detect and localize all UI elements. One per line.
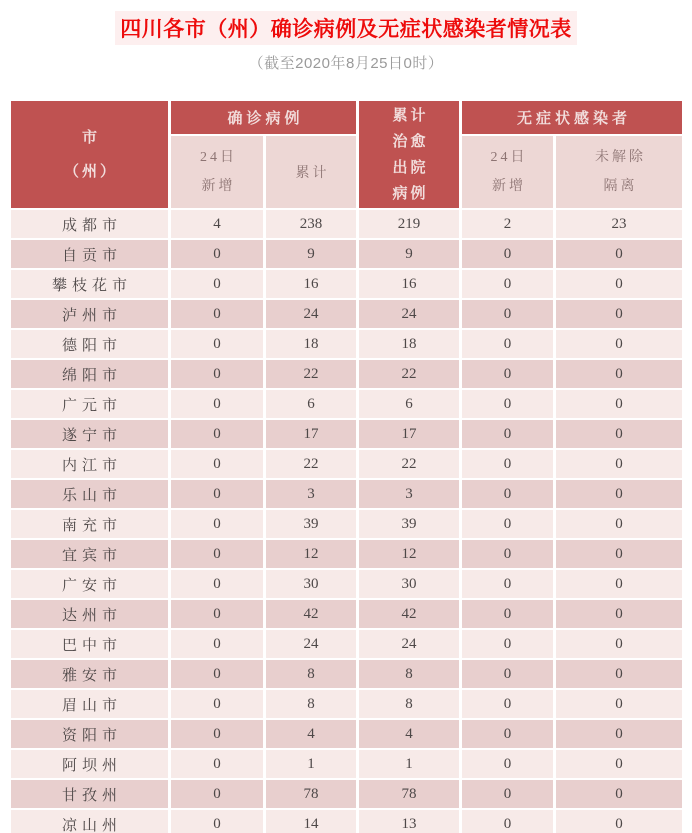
new-confirmed-cell: 0 [171, 780, 263, 808]
new-confirmed-cell: 0 [171, 300, 263, 328]
total-confirmed-cell: 12 [266, 540, 356, 568]
new-asymptomatic-cell: 0 [462, 540, 553, 568]
total-confirmed-cell: 14 [266, 810, 356, 833]
table-row [11, 720, 682, 748]
new-confirmed-cell: 0 [171, 720, 263, 748]
city-cell: 眉山市 [11, 690, 168, 718]
table-row [11, 600, 682, 628]
new-asymptomatic-cell: 0 [462, 630, 553, 658]
subheader-total-confirmed: 累计 [266, 136, 356, 208]
header-confirmed-group: 确诊病例 [171, 101, 356, 134]
cured-cell: 6 [359, 390, 459, 418]
table-row [11, 450, 682, 478]
total-confirmed-cell: 17 [266, 420, 356, 448]
subheader-new-confirmed-line1: 24日 [200, 150, 237, 165]
table-row [11, 660, 682, 688]
city-cell: 雅安市 [11, 660, 168, 688]
cured-cell: 3 [359, 480, 459, 508]
not-released-cell: 0 [556, 540, 682, 568]
table-row [11, 390, 682, 418]
cured-cell: 8 [359, 690, 459, 718]
new-asymptomatic-cell: 0 [462, 720, 553, 748]
new-confirmed-cell: 0 [171, 390, 263, 418]
new-confirmed-cell: 0 [171, 540, 263, 568]
city-cell: 阿坝州 [11, 750, 168, 778]
not-released-cell: 0 [556, 750, 682, 778]
cured-cell: 22 [359, 450, 459, 478]
not-released-cell: 0 [556, 660, 682, 688]
total-confirmed-cell: 9 [266, 240, 356, 268]
new-confirmed-cell: 0 [171, 240, 263, 268]
cured-cell: 1 [359, 750, 459, 778]
total-confirmed-cell: 6 [266, 390, 356, 418]
not-released-cell: 0 [556, 810, 682, 833]
new-asymptomatic-cell: 0 [462, 240, 553, 268]
city-cell: 达州市 [11, 600, 168, 628]
header-asymptomatic-group: 无症状感染者 [462, 101, 682, 134]
header-cured [359, 101, 459, 208]
cured-cell: 16 [359, 270, 459, 298]
not-released-cell: 0 [556, 240, 682, 268]
new-asymptomatic-cell: 0 [462, 750, 553, 778]
new-confirmed-cell: 4 [171, 210, 263, 238]
cured-cell: 18 [359, 330, 459, 358]
new-confirmed-cell: 0 [171, 630, 263, 658]
title-wrap [0, 0, 692, 45]
cured-cell: 30 [359, 570, 459, 598]
new-confirmed-cell: 0 [171, 750, 263, 778]
not-released-cell: 0 [556, 510, 682, 538]
not-released-cell: 0 [556, 780, 682, 808]
cured-cell: 39 [359, 510, 459, 538]
subheader-not-released-line1: 未解除 [595, 150, 647, 165]
cured-cell: 24 [359, 300, 459, 328]
city-cell: 资阳市 [11, 720, 168, 748]
city-cell: 内江市 [11, 450, 168, 478]
city-cell: 甘孜州 [11, 780, 168, 808]
table-row [11, 630, 682, 658]
cured-cell: 13 [359, 810, 459, 833]
table-row [11, 420, 682, 448]
header-cured-line1: 累计 [392, 106, 429, 124]
data-table [8, 99, 685, 833]
table-row [11, 270, 682, 298]
new-asymptomatic-cell: 0 [462, 450, 553, 478]
table-row [11, 570, 682, 598]
not-released-cell: 0 [556, 390, 682, 418]
not-released-cell: 0 [556, 690, 682, 718]
new-asymptomatic-cell: 2 [462, 210, 553, 238]
new-confirmed-cell: 0 [171, 480, 263, 508]
cured-cell: 219 [359, 210, 459, 238]
not-released-cell: 0 [556, 270, 682, 298]
not-released-cell: 0 [556, 360, 682, 388]
not-released-cell: 0 [556, 570, 682, 598]
new-asymptomatic-cell: 0 [462, 780, 553, 808]
not-released-cell: 23 [556, 210, 682, 238]
new-asymptomatic-cell: 0 [462, 810, 553, 833]
total-confirmed-cell: 8 [266, 660, 356, 688]
new-asymptomatic-cell: 0 [462, 660, 553, 688]
city-cell: 广安市 [11, 570, 168, 598]
city-cell: 宜宾市 [11, 540, 168, 568]
total-confirmed-cell: 78 [266, 780, 356, 808]
table-row [11, 750, 682, 778]
subheader-new-asymptomatic [462, 136, 553, 208]
table-row [11, 510, 682, 538]
header-city-line1: 市 [81, 128, 100, 146]
new-asymptomatic-cell: 0 [462, 480, 553, 508]
total-confirmed-cell: 18 [266, 330, 356, 358]
new-confirmed-cell: 0 [171, 510, 263, 538]
new-confirmed-cell: 0 [171, 450, 263, 478]
city-cell: 遂宁市 [11, 420, 168, 448]
city-cell: 攀枝花市 [11, 270, 168, 298]
new-asymptomatic-cell: 0 [462, 270, 553, 298]
city-cell: 广元市 [11, 390, 168, 418]
table-header [11, 101, 682, 208]
table-row [11, 210, 682, 238]
cured-cell: 12 [359, 540, 459, 568]
cured-cell: 42 [359, 600, 459, 628]
cured-cell: 9 [359, 240, 459, 268]
page-title: 四川各市（州）确诊病例及无症状感染者情况表 [115, 11, 577, 45]
city-cell: 成都市 [11, 210, 168, 238]
header-city-line2: （州） [63, 162, 118, 180]
subheader-new-asymptomatic-line2: 新增 [492, 179, 527, 194]
new-asymptomatic-cell: 0 [462, 390, 553, 418]
table-row [11, 240, 682, 268]
not-released-cell: 0 [556, 600, 682, 628]
header-city [11, 101, 168, 208]
city-cell: 凉山州 [11, 810, 168, 833]
total-confirmed-cell: 42 [266, 600, 356, 628]
new-confirmed-cell: 0 [171, 360, 263, 388]
city-cell: 绵阳市 [11, 360, 168, 388]
city-cell: 巴中市 [11, 630, 168, 658]
cured-cell: 22 [359, 360, 459, 388]
total-confirmed-cell: 1 [266, 750, 356, 778]
not-released-cell: 0 [556, 720, 682, 748]
new-asymptomatic-cell: 0 [462, 600, 553, 628]
new-confirmed-cell: 0 [171, 420, 263, 448]
new-confirmed-cell: 0 [171, 690, 263, 718]
city-cell: 南充市 [11, 510, 168, 538]
table-row [11, 810, 682, 833]
not-released-cell: 0 [556, 630, 682, 658]
cured-cell: 8 [359, 660, 459, 688]
cured-cell: 24 [359, 630, 459, 658]
city-cell: 德阳市 [11, 330, 168, 358]
new-confirmed-cell: 0 [171, 600, 263, 628]
table-row [11, 780, 682, 808]
total-confirmed-cell: 22 [266, 360, 356, 388]
total-confirmed-cell: 24 [266, 300, 356, 328]
header-cured-line4: 病例 [392, 184, 429, 202]
subheader-not-released-line2: 隔离 [603, 179, 638, 194]
subheader-not-released [556, 136, 682, 208]
new-asymptomatic-cell: 0 [462, 690, 553, 718]
total-confirmed-cell: 4 [266, 720, 356, 748]
new-asymptomatic-cell: 0 [462, 330, 553, 358]
total-confirmed-cell: 8 [266, 690, 356, 718]
table-row [11, 540, 682, 568]
not-released-cell: 0 [556, 300, 682, 328]
total-confirmed-cell: 3 [266, 480, 356, 508]
cured-cell: 4 [359, 720, 459, 748]
total-confirmed-cell: 22 [266, 450, 356, 478]
table-row [11, 300, 682, 328]
new-asymptomatic-cell: 0 [462, 300, 553, 328]
city-cell: 乐山市 [11, 480, 168, 508]
new-confirmed-cell: 0 [171, 270, 263, 298]
cured-cell: 17 [359, 420, 459, 448]
subheader-new-confirmed-line2: 新增 [201, 179, 236, 194]
page-subtitle: （截至2020年8月25日0时） [248, 55, 444, 72]
subheader-new-confirmed [171, 136, 263, 208]
table-row [11, 330, 682, 358]
not-released-cell: 0 [556, 330, 682, 358]
table-row [11, 360, 682, 388]
new-asymptomatic-cell: 0 [462, 510, 553, 538]
table-row [11, 480, 682, 508]
subheader-new-asymptomatic-line1: 24日 [490, 150, 528, 165]
header-cured-line3: 出院 [392, 158, 429, 176]
new-confirmed-cell: 0 [171, 570, 263, 598]
total-confirmed-cell: 39 [266, 510, 356, 538]
total-confirmed-cell: 16 [266, 270, 356, 298]
new-asymptomatic-cell: 0 [462, 570, 553, 598]
not-released-cell: 0 [556, 450, 682, 478]
city-cell: 自贡市 [11, 240, 168, 268]
not-released-cell: 0 [556, 480, 682, 508]
new-asymptomatic-cell: 0 [462, 420, 553, 448]
new-confirmed-cell: 0 [171, 660, 263, 688]
cured-cell: 78 [359, 780, 459, 808]
new-confirmed-cell: 0 [171, 330, 263, 358]
table-row [11, 690, 682, 718]
not-released-cell: 0 [556, 420, 682, 448]
header-cured-line2: 治愈 [392, 132, 429, 150]
table-body [11, 210, 682, 833]
new-confirmed-cell: 0 [171, 810, 263, 833]
total-confirmed-cell: 30 [266, 570, 356, 598]
new-asymptomatic-cell: 0 [462, 360, 553, 388]
city-cell: 泸州市 [11, 300, 168, 328]
total-confirmed-cell: 238 [266, 210, 356, 238]
total-confirmed-cell: 24 [266, 630, 356, 658]
